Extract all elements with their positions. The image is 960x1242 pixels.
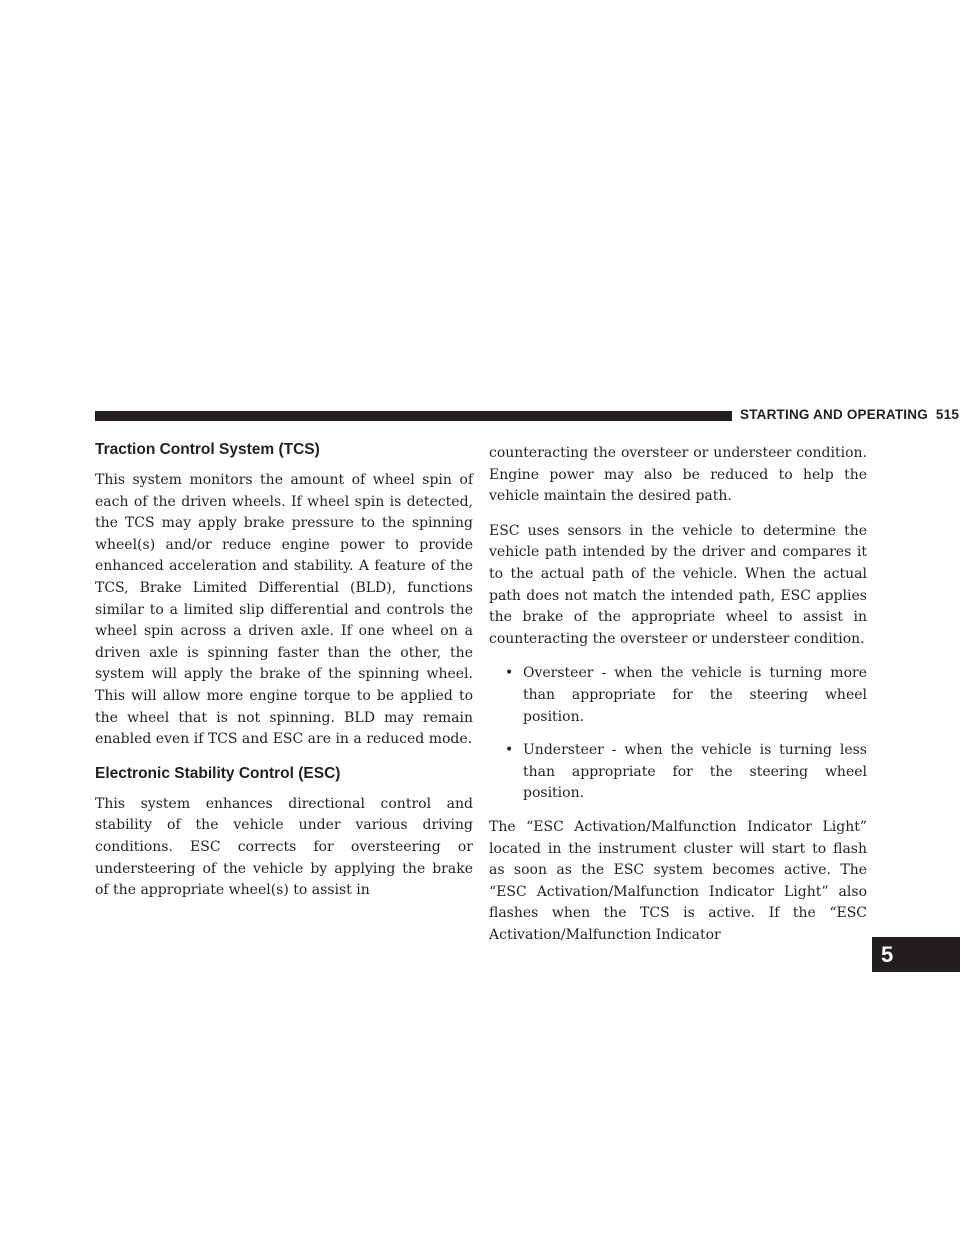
list-item	[489, 740, 867, 805]
bullet-icon: •	[505, 742, 514, 759]
tcs-paragraph: This system monitors the amount of wheel spin of each of the driven wheels. If wheel spin is detected, the TCS may apply brake pressure to the spinning wheel(s) and/or reduce engine power to provide enhanced acceleration and stability. A feature of the TCS, Brake Limited Differential (BLD), functions similar to a limited slip differential and controls the wheel spin across a driven axle. If one wheel on a driven axle is spinning faster than the other, the system will apply the brake of the spinning wheel. This will allow more engine torque to be applied to the wheel that is not spinning. BLD may remain enabled even if TCS and ESC are in a reduced mode.	[95, 472, 473, 748]
list-item	[489, 663, 867, 728]
condition-list	[489, 663, 867, 805]
header-rule	[95, 411, 732, 421]
bullet-icon: •	[505, 665, 514, 682]
tcs-heading: Traction Control System (TCS)	[95, 441, 320, 458]
esc-paragraph: This system enhances directional control and stability of the vehicle under various driving conditions. ESC corrects for oversteering or understeering of the vehicle by applying the brake of the appropriate wheel(s) to assist in	[95, 795, 473, 899]
section-title: STARTING AND OPERATING	[740, 407, 928, 422]
understeer-text: Understeer - when the vehicle is turning less than appropriate for the steering wheel position.	[523, 742, 867, 802]
oversteer-text: Oversteer - when the vehicle is turning more than appropriate for the steering wheel position.	[523, 665, 867, 725]
page-number: 515	[935, 407, 960, 422]
sensors-paragraph: ESC uses sensors in the vehicle to determine the vehicle path intended by the driver and compares it to the actual path of the vehicle. When the actual path does not match the intended path, ESC applies the brake of the appropriate wheel to assist in counteracting the oversteer or understeer condition.	[489, 522, 867, 647]
right-column	[489, 443, 867, 959]
running-header	[740, 406, 959, 424]
left-column	[95, 440, 473, 915]
esc-heading: Electronic Stability Control (ESC)	[95, 764, 341, 782]
chapter-tab	[872, 937, 960, 972]
indicator-paragraph: The “ESC Activation/Malfunction Indicator Light” located in the instrument cluster will start to flash as soon as the ESC system becomes active. The “ESC Activation/Malfunction Indicator Light” also flashes when the TCS is active. If the “ESC Activation/Malfunction Indicator	[489, 818, 867, 943]
chapter-number: 5	[881, 942, 894, 967]
continuation-paragraph: counteracting the oversteer or understeer condition. Engine power may also be reduced to help the vehicle maintain the desired path.	[489, 445, 867, 505]
